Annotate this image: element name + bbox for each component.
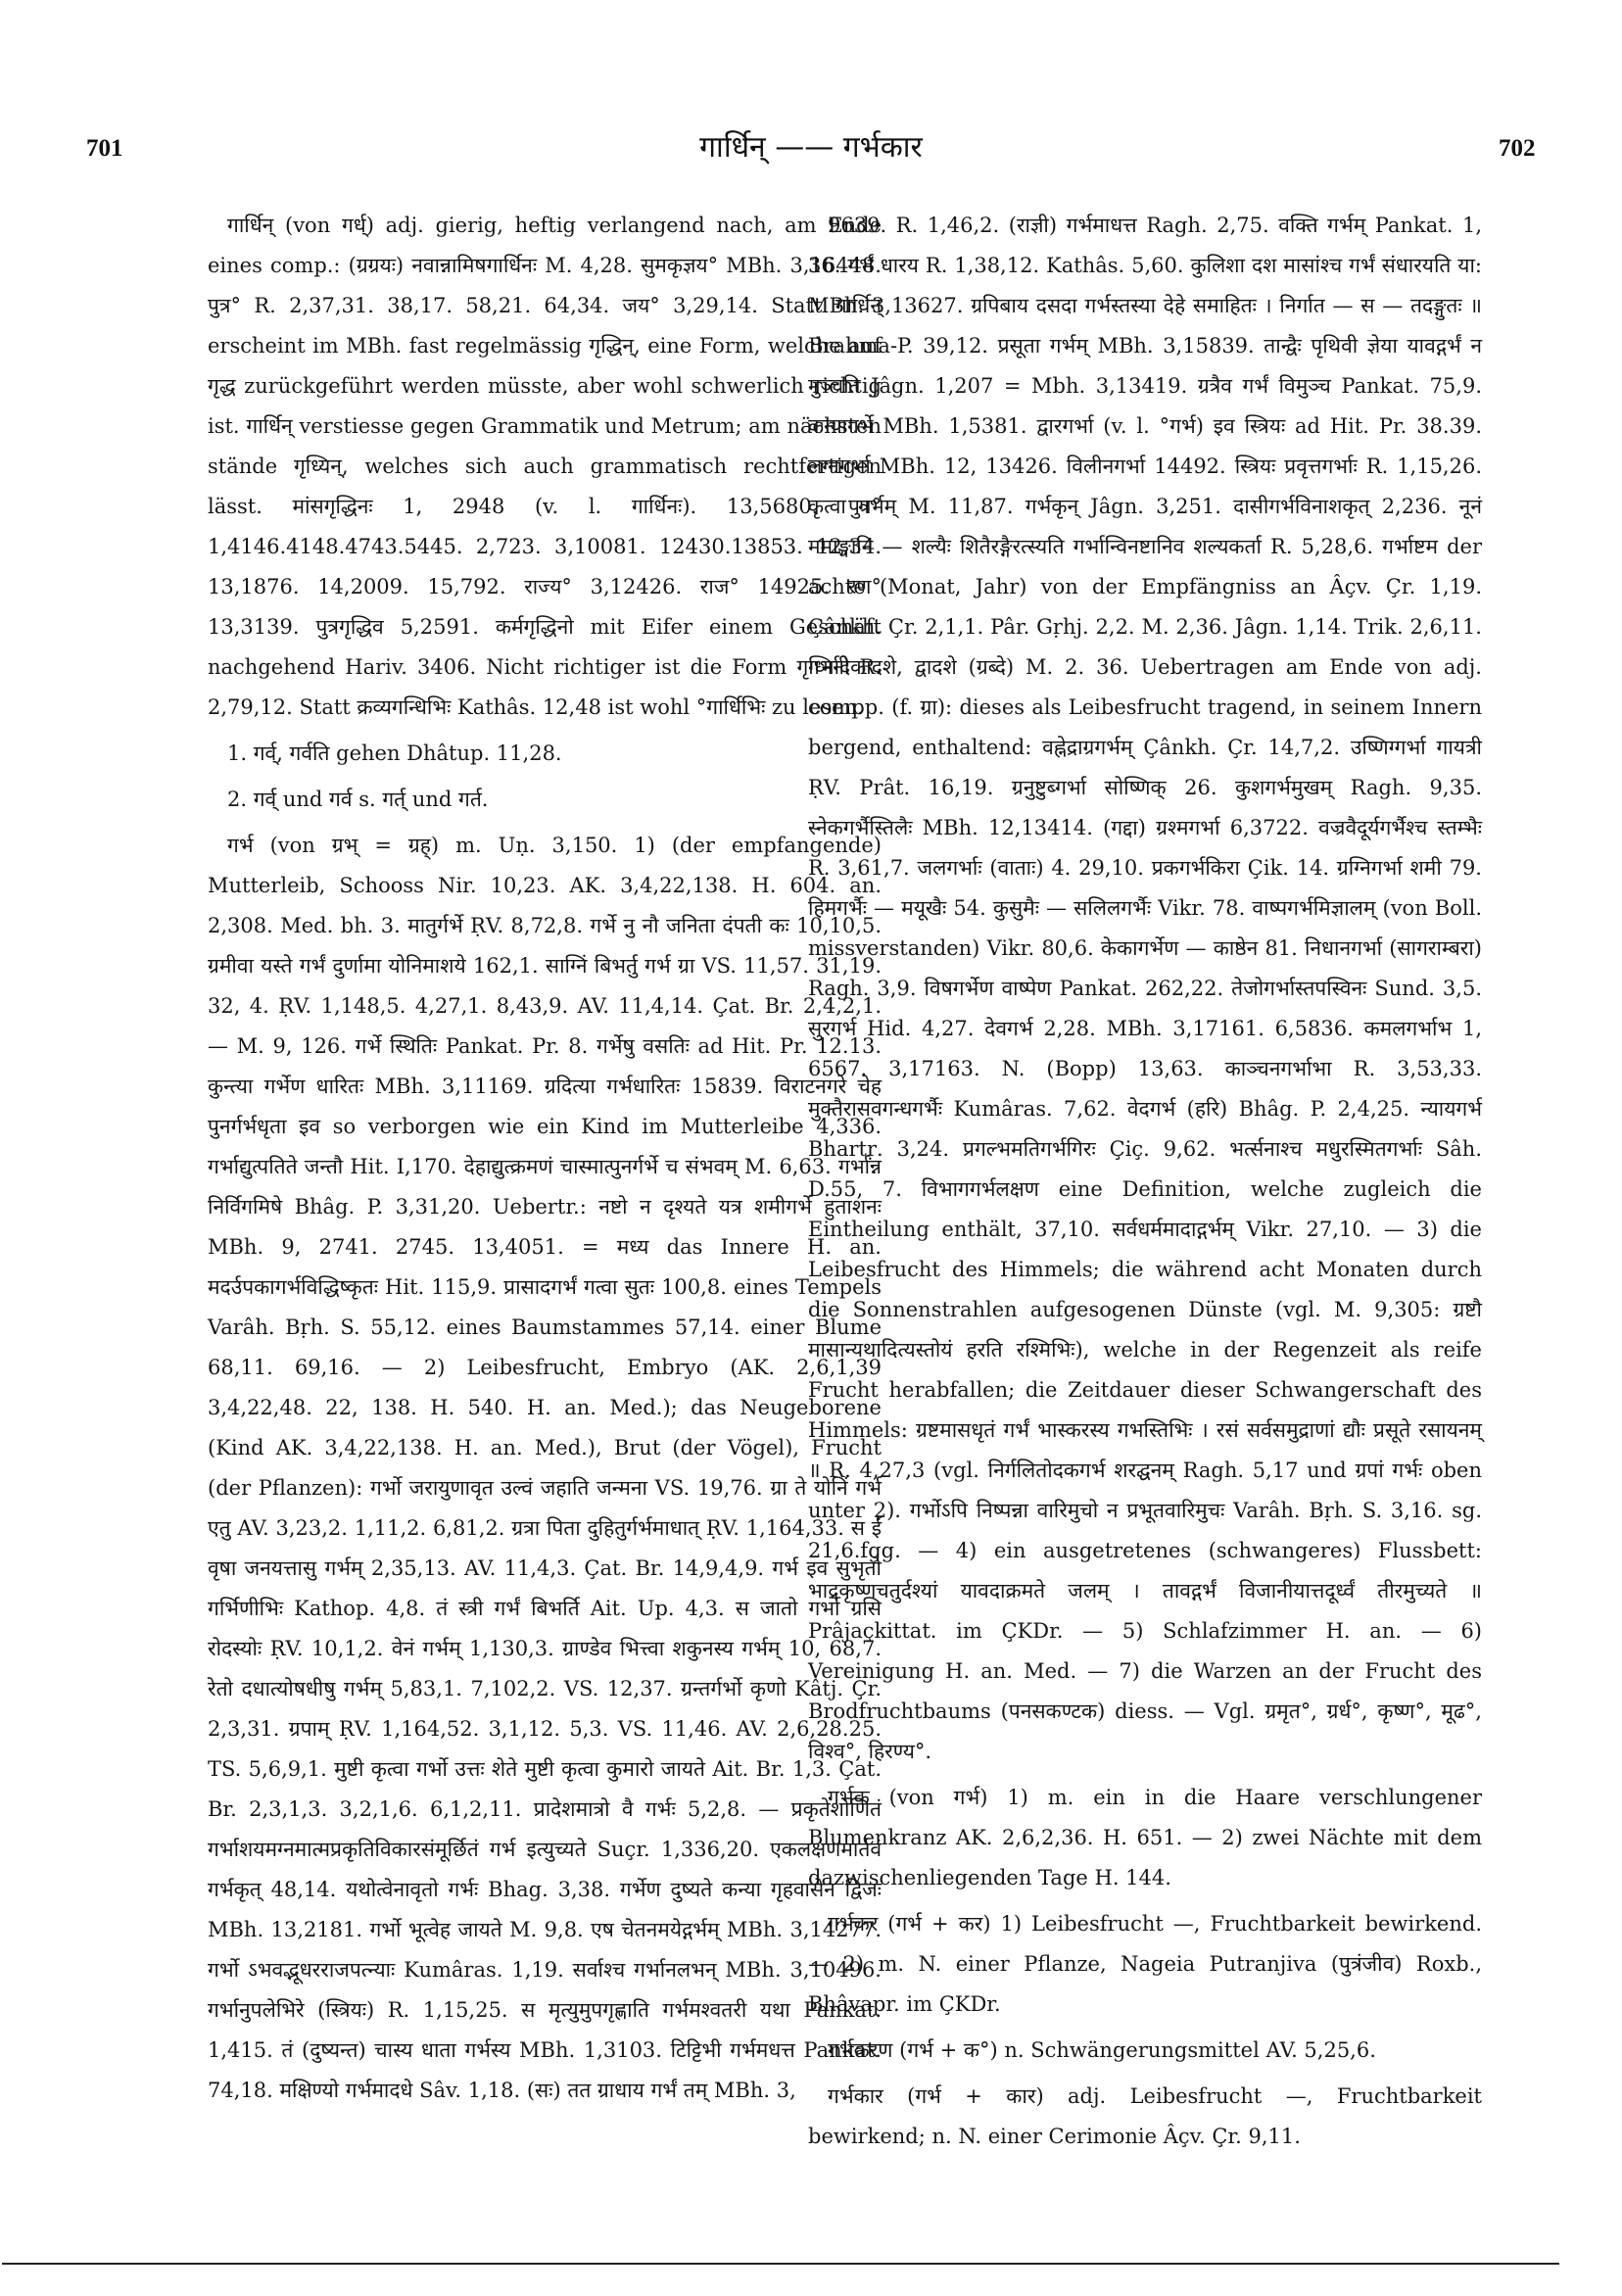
running-head-title: गार्धिन् —— गर्भकार bbox=[699, 130, 923, 165]
entry-garbhakara-ceremony: गर्भकार (गर्भ + कार) adj. Leibesfrucht —, Fruchtbarkeit bewirkend; n. N. einer Cerimonie Âçv. Çr. 9,11. bbox=[808, 2084, 1482, 2148]
right-column bbox=[808, 206, 1482, 2148]
entry-garbha: गर्भ (von ग्रभ् = ग्रह्) m. Uṇ. 3,150. 1) (der empfangende) Mutterleib, Schooss Nir. 10,23. AK. 3,4,22,138. H. 604. an. 2,308. Med. bh. 3. मातुर्गर्भे ṚV. 8,72,8. गर्भे नु नौ जनिता दंपती कः 10,10,5. ग्रमीवा यस्ते गर्भं दुर्णामा योनिमाशये 162,1. साग्निं बिभर्तु गर्भ ग्रा VS. 11,57. 31,19. 32, 4. ṚV. 1,148,5. 4,27,1. 8,43,9. AV. 11,4,14. Çat. Br. 2,4,2,1. — M. 9, 126. गर्भे स्थितिः Pankat. Pr. 8. गर्भेषु वसतिः ad Hit. Pr. 12.13. कुन्त्या गर्भेण धारितः MBh. 3,11169. ग्रदित्या गर्भधारितः 15839. विराटनगरे चेह पुनर्गर्भधृता इव so verborgen wie ein Kind im Mutterleibe 4,336. गर्भाद्युत्पतिते जन्तौ Hit. I,170. देहाद्युत्क्रमणं चास्मात्पुनर्गर्भे च संभवम् M. 6,63. गर्भान्न निर्विगमिषे Bhâg. P. 3,31,20. Uebertr.: नष्टो न दृश्यते यत्र शमीगर्भे हुताशनः MBh. 9, 2741. 2745. 13,4051. = मध्य das Innere H. an. मदर्उपकागर्भविद्धिष्कृतः Hit. 115,9. प्रासादगर्भं गत्वा सुतः 100,8. eines Tempels Varâh. Bṛh. S. 55,12. eines Baumstammes 57,14. einer Blume 68,11. 69,16. — 2) Leibesfrucht, Embryo (AK. 2,6,1,39 3,4,22,48. 22, 138. H. 540. H. an. Med.); das Neugeborene (Kind AK. 3,4,22,138. H. an. Med.), Brut (der Vögel), Frucht (der Pflanzen): गर्भो जरायुणावृत उल्वं जहाति जन्मना VS. 19,76. ग्रा ते योनिं गर्भ एतु AV. 3,23,2. 1,11,2. 6,81,2. ग्रत्रा पिता दुहितुर्गर्भमाधात् ṚV. 1,164,33. स ईं वृषा जनयत्तासु गर्भम् 2,35,13. AV. 11,4,3. Çat. Br. 14,9,4,9. गर्भ इव सुभृतो गर्भिणीभिः Kathop. 4,8. तं स्त्री गर्भं बिभर्ति Ait. Up. 4,3. स जातो गर्भो ग्रसि रोदस्योः ṚV. 10,1,2. वेनं गर्भम् 1,130,3. ग्राण्डेव भित्त्वा शकुनस्य गर्भम् 10, 68,7. रेतो दधात्योषधीषु गर्भम् 5,83,1. 7,102,2. VS. 12,37. ग्रन्तर्गर्भो कृणो Kâtj. Çr. 2,3,31. ग्रपाम् ṚV. 1,164,52. 3,1,12. 5,3. VS. 11,46. AV. 2,6,28.25. TS. 5,6,9,1. मुष्टी कृत्वा गर्भो उत्तः शेते मुष्टी कृत्वा कुमारो जायते Ait. Br. 1,3. Çat. Br. 2,3,1,3. 3,2,1,6. 6,1,2,11. प्रादेशमात्रो वै गर्भः 5,2,8. — प्रकृतेशोणितं गर्भाशयमग्नमात्मप्रकृतिविकारसंमूर्छितं गर्भ इत्युच्यते Suçr. 1,336,20. एकलक्षणमार्तवं गर्भकृत् 48,14. यथोत्वेनावृतो गर्भः Bhag. 3,38. गर्भेण दुष्यते कन्या गृहवासेन द्विजः MBh. 13,2181. गर्भो भूत्वेह जायते M. 9,8. एष चेतनमयेद्गर्भम् MBh. 3,14277. गर्भो ऽभवद्भूधरराजपत्न्याः Kumâras. 1,19. सर्वाश्च गर्भानलभन् MBh. 3,10496. गर्भानुपलेभिरे (स्त्रियः) R. 1,15,25. स मृत्युमुपगृह्णाति गर्भमश्वतरी यथा Pankat. 1,415. तं (दुष्यन्त) चास्य धाता गर्भस्य MBh. 1,3103. टिट्टिभी गर्भमधत्त Pankat. 74,18. मक्षिण्यो गर्भमादधे Sâv. 1,18. (सः) तत ग्राधाय गर्भं तम् MBh. 3, bbox=[208, 834, 882, 2102]
footer-rule bbox=[2, 2263, 1559, 2265]
left-column bbox=[208, 206, 882, 2126]
entry-garbha-continued: 9639. R. 1,46,2. (राज्ञी) गर्भमाधत्त Ragh. 2,75. वक्ति गर्भम् Pankat. 1, 36. गर्भं धारय R. 1,38,12. Kathâs. 5,60. कुलिशा दश मासांश्च गर्भं संधारयति या: MBh. 3,13627. ग्रपिबाय दसदा गर्भस्तस्या देहे समाहितः । निर्गात — स — तदङ्गुतः ॥ Brahma-P. 39,12. प्रसूता गर्भम् MBh. 3,15839. तान्द्वैः पृथिवी ज्ञेया यावद्गर्भं न मुञ्चति Jâgn. 1,207 = Mbh. 3,13419. ग्रत्रैव गर्भं विमुञ्च Pankat. 75,9. कन्यागर्भे MBh. 1,5381. द्वारगर्भा (v. l. °गर्भ) इव स्त्रियः ad Hit. Pr. 38.39. लग्नगर्भा MBh. 12, 13426. विलीनगर्भा 14492. स्त्रियः प्रवृत्तगर्भाः R. 1,15,26. कृत्वा गर्भम् M. 11,87. गर्भकृन् Jâgn. 3,251. दासीगर्भविनाशकृत् 2,236. नूनं ममाङ्गानि — शल्यैः शितैरङ्गैरत्स्यति गर्भान्विनष्टानिव शल्यकर्ता R. 5,28,6. गर्भाष्टम der achte (Monat, Jahr) von der Empfängniss an Âçv. Çr. 1,19. Çânkh. Çr. 2,1,1. Pâr. Gṛhj. 2,2. M. 2,36. Jâgn. 1,14. Trik. 2,6,11. गर्भादेकादशे, द्वादशे (ग्रब्दे) M. 2. 36. Uebertragen am Ende von adj. compp. (f. ग्रा): dieses als Leibesfrucht tragend, in seinem Innern bergend, enthaltend: वह्नेद्राग्रगर्भम् Çânkh. Çr. 14,7,2. उष्णिग्गर्भा गायत्री ṚV. Prât. 16,19. ग्रनुष्टुब्गर्भा सोष्णिक् 26. कुशगर्भमुखम् Ragh. 9,35. स्नेकगर्भैस्तिलैः MBh. 12,13414. (गद्दा) ग्रश्मगर्भा 6,3722. वज्रवैदूर्यगर्भैश्च स्तम्भैः R. 3,61,7. जलगर्भाः (वाताः) 4. 29,10. प्रकगर्भकिरा Çik. 14. ग्रग्निगर्भा शमी 79. हिमगर्भैः — मयूखैः 54. कुसुमैः — सलिलगर्भैः Vikr. 78. वाष्पगर्भमिज्ञालम् (von Boll. missverstanden) Vikr. 80,6. केकागर्भेण — काष्ठेन 81. निधानगर्भा (सागराम्बरा) Ragh. 3,9. विषगर्भेण वाष्पेण Pankat. 262,22. तेजोगर्भास्तपस्विनः Sund. 3,5. सुरगर्भ Hid. 4,27. देवगर्भ 2,28. MBh. 3,17161. 6,5836. कमलगर्भाभ 1, 6567. 3,17163. N. (Bopp) 13,63. काञ्चनगर्भाभा R. 3,53,33. मुक्तैरासवगन्धगर्भैः Kumâras. 7,62. वेदगर्भ (हरि) Bhâg. P. 2,4,25. न्यायगर्भ Bhartṛ. 3,24. प्रगल्भमतिगर्भगिरः Çiç. 9,62. भर्त्सनाश्च मधुरस्मितगर्भाः Sâh. D.55, 7. विभागगर्भलक्षण eine Definition, welche zugleich die Eintheilung enthält, 37,10. सर्वधर्ममादाद्गर्भम् Vikr. 27,10. — 3) die Leibesfrucht des Himmels; die während acht Monaten durch die Sonnenstrahlen aufgesogenen Dünste (vgl. M. 9,305: ग्रष्टौ मासान्यथादित्यस्तोयं हरति रश्मिभिः), welche in der Regenzeit als reife Frucht herabfallen; die Zeitdauer dieser Schwangerschaft des Himmels: ग्रष्टमासधृतं गर्भं भास्करस्य गभस्तिभिः । रसं सर्वसमुद्राणां द्यौः प्रसूते रसायनम् ॥ R. 4,27,3 (vgl. निर्गलितोदकगर्भ शरद्घनम् Ragh. 5,17 und ग्रपां गर्भः oben unter 2). गर्भोऽपि निष्पन्ना वारिमुचो न प्रभूतवारिमुचः Varâh. Bṛh. S. 3,16. sg. 21,6.fgg. — 4) ein ausgetretenes (schwangeres) Flussbett: भाद्रकृष्णचतुर्दश्यां यावदाक्रमते जलम् । तावद्गर्भं विजानीयात्तदूर्ध्वं तीरमुच्यते ॥ Prâjaçkittat. im ÇKDr. — 5) Schlafzimmer H. an. — 6) Vereinigung H. an. Med. — 7) die Warzen an der Frucht des Brodfruchtbaums (पनसकण्टक) diess. — Vgl. ग्रमृत°, ग्रर्ध°, कृष्ण°, मूढ°, विश्व°, हिरण्य°. bbox=[808, 214, 1482, 1763]
entry-garbhaka: गर्भक (von गर्भ) 1) m. ein in die Haare verschlungener Blumenkranz AK. 2,6,2,36. H. 651. — 2) zwei Nächte mit dem dazwischenliegenden Tage H. 144. bbox=[808, 1786, 1482, 1889]
entry-garbhakarana: गर्भकरण (गर्भ + क°) n. Schwängerungsmittel AV. 5,25,6. bbox=[828, 2038, 1376, 2062]
page-number-right: 702 bbox=[1499, 135, 1536, 162]
page-number-left: 701 bbox=[86, 135, 123, 162]
entry-gardhin: गार्धिन् (von गर्ध्) adj. gierig, heftig verlangend nach, am Ende eines comp.: (ग्रग्रयः) नवान्नामिषगार्धिनः M. 4,28. सुमकृज्ञय° MBh. 3,16448. पुत्र° R. 2,37,31. 38,17. 58,21. 64,34. जय° 3,29,14. Statt गार्धिन् erscheint im MBh. fast regelmässig गृद्धिन्, eine Form, welche auf गृद्ध zurückgeführt werden müsste, aber wohl schwerlich richtig ist. गार्धिन् verstiesse gegen Grammatik und Metrum; am nächsten stände गृध्यिन्, welches sich auch grammatisch rechtfertigen lässt. मांसगृद्धिनः 1, 2948 (v. l. गार्धिनः). 13,5680. पुत्र° 1,4146.4148.4743.5445. 2,723. 3,10081. 12430.13853. 12,34. 13,1876. 14,2009. 15,792. राज्य° 3,12426. राज° 14925. रण° 13,3139. पुत्रगृद्धिव 5,2591. कर्मगृद्धिनो mit Eifer einem Geschäft nachgehend Hariv. 3406. Nicht richtiger ist die Form गृध्निनी R. 2,79,12. Statt क्रव्यगन्धिभिः Kathâs. 12,48 ist wohl °गार्धिभिः zu lesen. bbox=[208, 214, 882, 719]
entry-garbhakara: गर्भकर (गर्भ + कर) 1) Leibesfrucht —, Fruchtbarkeit bewirkend. — 2) m. N. einer Pflanze, Nageia Putranjiva (पुत्रंजीव) Roxb., Bhâvapr. im ÇKDr. bbox=[808, 1912, 1482, 2016]
entry-garv-2: 2. गर्व् und गर्व s. गर्त् und गर्त. bbox=[227, 788, 489, 811]
entry-garv-1: 1. गर्व्, गर्वति gehen Dhâtup. 11,28. bbox=[227, 741, 562, 765]
